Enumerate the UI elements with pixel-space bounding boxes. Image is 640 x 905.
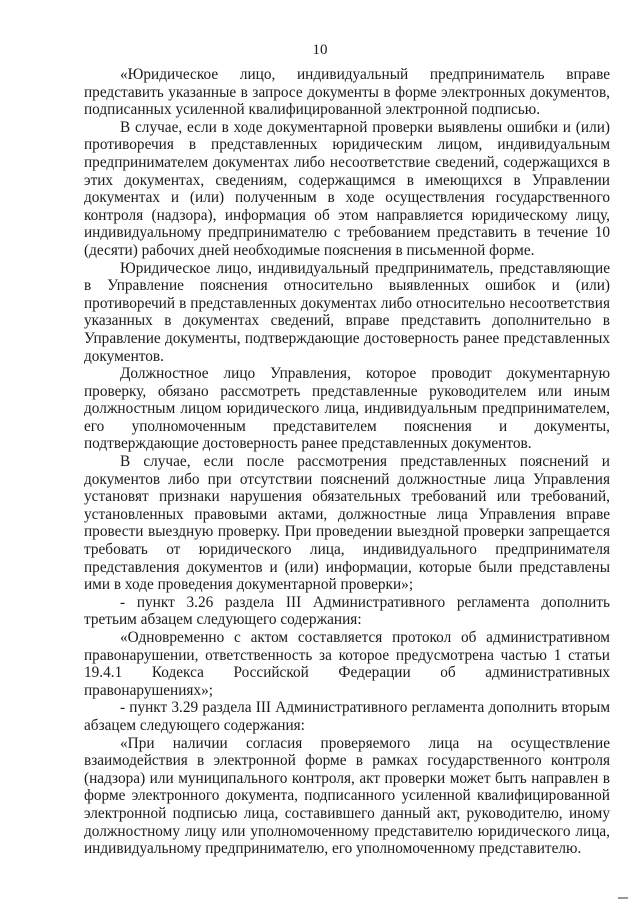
paragraph-5: В случае, если после рассмотрения представленных пояснений и документов либо при отсутствии пояснений должностные лица Управления установят признаки нарушения обязательных требований или требований, установленных правовыми актами, должностные лица Управления вправе провести выездную проверку. При проведении выездной проверки запрещается требовать от юридического лица, индивидуального предпринимателя представления документов и (или) информации, которые были представлены ими в ходе проведения документарной проверки»; [84,453,610,594]
scan-artifact-mark [618,897,628,899]
document-body [84,66,610,858]
paragraph-3: Юридическое лицо, индивидуальный предприниматель, представляющие в Управление пояснения относительно выявленных ошибок и (или) противоречий в представленных документах либо относительно несоответствия указанных в документах сведений, вправе представить дополнительно в Управление документы, подтверждающие достоверность ранее представленных документов. [84,259,610,365]
paragraph-7: «Одновременно с актом составляется протокол об административном правонарушении, ответственность за которое предусмотрена частью 1 статьи 19.4.1 Кодекса Российской Федерации об административных правонарушениях»; [84,629,610,699]
paragraph-1: «Юридическое лицо, индивидуальный предприниматель вправе представить указанные в запросе документы в форме электронных документов, подписанных усиленной квалифицированной электронной подписью. [84,66,610,119]
paragraph-6: - пункт 3.26 раздела III Административного регламента дополнить третьим абзацем следующего содержания: [84,593,610,629]
paragraph-8: - пункт 3.29 раздела III Административного регламента дополнить вторым абзацем следующего содержания: [84,699,610,734]
paragraph-2: В случае, если в ходе документарной проверки выявлены ошибки и (или) противоречия в представленных юридическим лицом, индивидуальным предпринимателем документах либо несоответствие сведений, содержащихся в этих документах, сведениям, содержащимся в имеющихся в Управлении документах и (или) полученным в ходе осуществления государственного контроля (надзора), информация об этом направляется юридическому лицу, индивидуальному предпринимателю с требованием представить в течение 10 (десяти) рабочих дней необходимые пояснения в письменной форме. [84,118,610,259]
paragraph-9: «При наличии согласия проверяемого лица на осуществление взаимодействия в электронной форме в рамках государственного контроля (надзора) или муниципального контроля, акт проверки может быть направлен в форме электронного документа, подписанного усиленной квалифицированной электронной подписью лица, составившего данный акт, руководителю, иному должностному лицу или уполномоченному представителю юридического лица, индивидуальному предпринимателю, его уполномоченному представителю. [84,734,610,858]
page-number: 10 [312,42,328,58]
paragraph-4: Должностное лицо Управления, которое проводит документарную проверку, обязано рассмотреть представленные руководителем или иным должностным лицом юридического лица, индивидуальным предпринимателем, его уполномоченным представителем пояснения и документы, подтверждающие достоверность ранее представленных документов. [84,365,610,453]
